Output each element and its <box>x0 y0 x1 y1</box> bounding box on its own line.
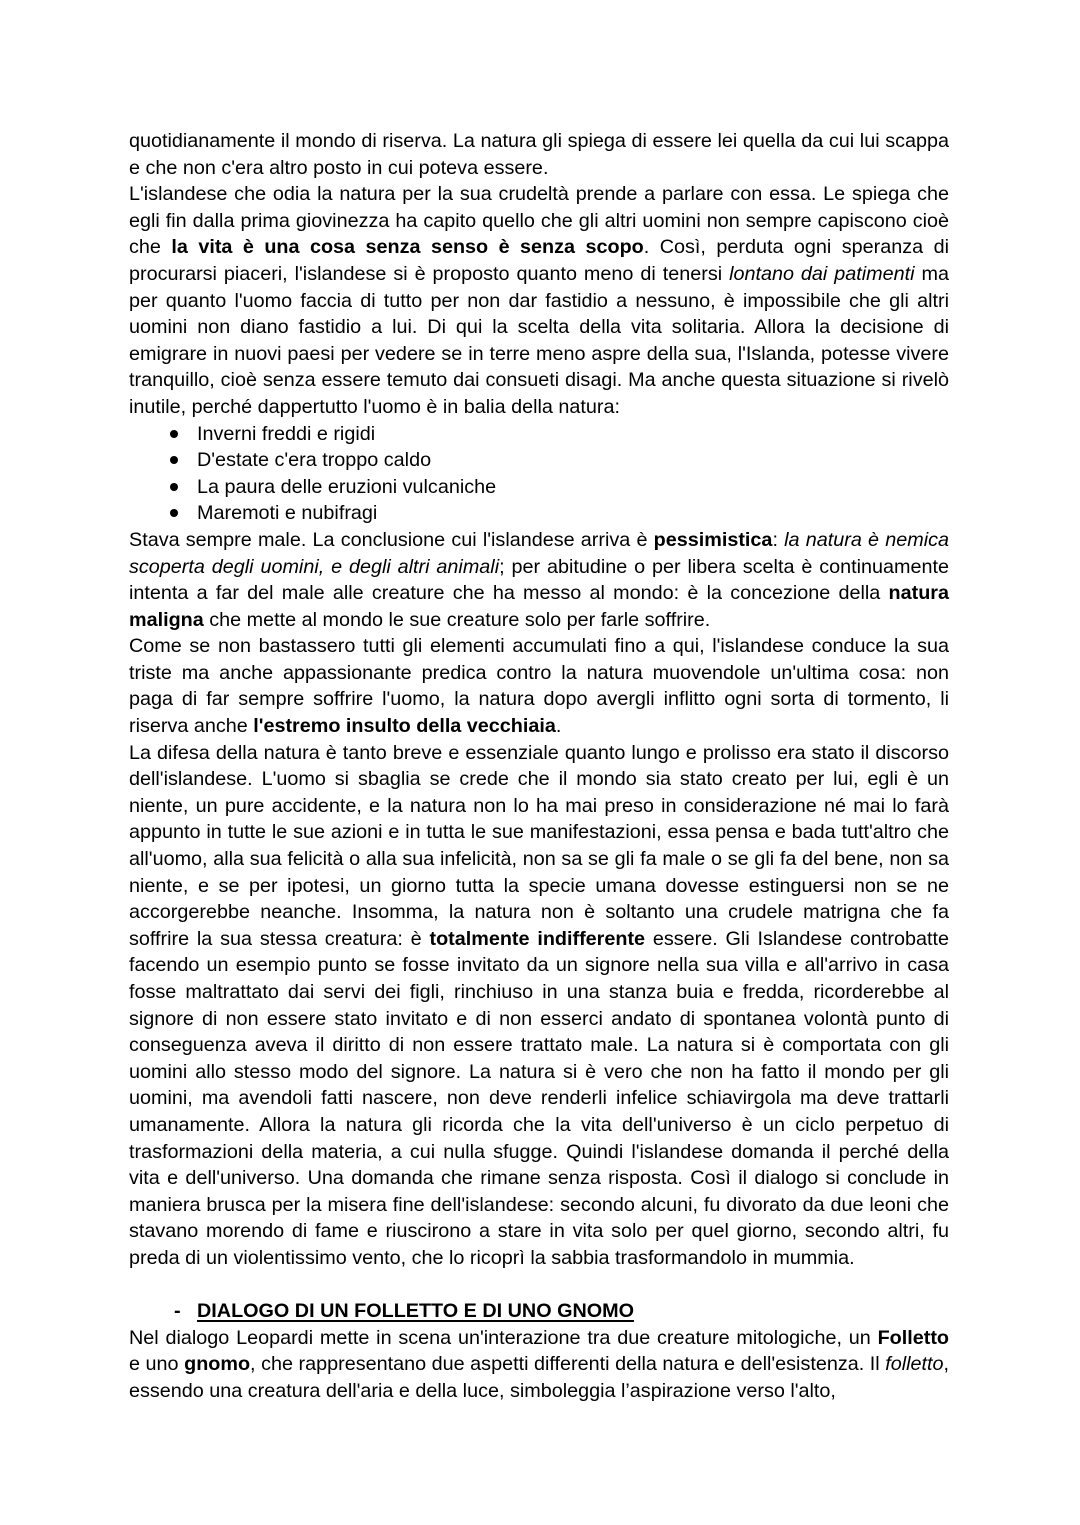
heading-title: DIALOGO DI UN FOLLETTO E DI UNO GNOMO <box>197 1300 635 1323</box>
text-segment: quotidianamente il mondo di riserva. La natura gli spiega di essere lei quella da cui lui scappa e che non c'era altro posto in cui poteva essere. <box>129 130 949 179</box>
text-segment: L'islandese che odia la natura per la sua crudeltà prende a parlare con essa. Le spiega che egli fin dalla prima giovinezza ha capito quello che gli altri uomini non sempre capiscono cioè che <box>129 183 949 259</box>
paragraph <box>129 181 949 420</box>
text-segment: pessimistica <box>653 528 773 551</box>
text-segment: totalmente indifferente <box>429 927 646 950</box>
text-segment: . Così, perduta ogni speranza di procurarsi piaceri, l'islandese si è proposto quanto meno di tenersi <box>129 236 950 285</box>
heading-dash: - <box>174 1300 181 1323</box>
text-segment: e uno <box>129 1353 185 1376</box>
bullet-item <box>129 474 949 501</box>
text-segment: Come se non bastassero tutti gli elementi accumulati fino a qui, l'islandese conduce la sua triste ma anche appassionante predica contro la natura muovendole un'ultima cosa: non paga di far sempre soffrire l'uomo, la natura dopo avergli inflitto ogni sorta di tormento, li riserva anche <box>129 635 949 738</box>
text-segment: , che rappresentano due aspetti differenti della natura e dell'esistenza. Il <box>250 1353 886 1376</box>
text-segment: Nel dialogo Leopardi mette in scena un'interazione tra due creature mitologiche, un <box>129 1326 878 1349</box>
bullet-item-text: Inverni freddi e rigidi <box>197 422 376 445</box>
text-segment: Folletto <box>877 1326 949 1349</box>
text-segment: la vita è una cosa senza senso è senza scopo <box>171 236 644 259</box>
text-segment: ma per quanto l'uomo faccia di tutto per non dar fastidio a nessuno, è impossibile che gli altri uomini non diano fastidio a lui. Di qui la scelta della vita solitaria. Allora la decisione di emigrare in nuovi paesi per vedere se in terre meno aspre della sua, l'Islanda, potesse vivere tranquillo, cioè senza essere temuto dai consueti disagi. Ma anche questa situazione si rivelò inutile, perché dappertutto l'uomo è in balia della natura: <box>129 262 949 418</box>
bullet-item <box>129 447 949 474</box>
bullet-dot-icon <box>170 430 178 438</box>
paragraph <box>129 740 949 1272</box>
paragraph <box>129 128 949 181</box>
paragraph <box>129 633 949 739</box>
section-heading <box>129 1298 949 1325</box>
paragraph <box>129 1325 949 1405</box>
bullet-item-text: D'estate c'era troppo caldo <box>197 449 432 472</box>
text-segment: che mette al mondo le sue creature solo per farle soffrire. <box>203 608 711 631</box>
bullet-item <box>129 421 949 448</box>
bullet-dot-icon <box>170 483 178 491</box>
bullet-item-text: La paura delle eruzioni vulcaniche <box>197 475 497 498</box>
blank-line <box>129 1272 949 1299</box>
text-segment: , essendo una creatura dell'aria e della luce, simboleggia l’aspirazione verso l'alto, <box>129 1353 950 1402</box>
bullet-list <box>129 421 949 527</box>
text-segment: : <box>772 528 785 551</box>
text-segment: La difesa della natura è tanto breve e essenziale quanto lungo e prolisso era stato il discorso dell'islandese. L'uomo si sbaglia se crede che il mondo sia stato creato per lui, egli è un niente, un pure accidente, e la natura non lo ha mai preso in considerazione né mai lo farà appunto in tutte le sue azioni e in tutta le sue manifestazioni, essa pensa e bada tutt'altro che all'uomo, alla sua felicità o alla sua infelicità, non sa se gli fa male o se gli fa del bene, non sa niente, e se per ipotesi, un giorno tutta la specie umana dovesse estinguersi non se ne accorgerebbe neanche. Insomma, la natura non è soltanto una crudele matrigna che fa soffrire la sua stessa creatura: è <box>129 741 949 950</box>
text-segment: . <box>555 715 562 738</box>
bullet-item <box>129 500 949 527</box>
bullet-item-text: Maremoti e nubifragi <box>197 502 378 525</box>
paragraph <box>129 527 949 633</box>
text-segment: natura maligna <box>129 582 949 631</box>
text-segment: l'estremo insulto della vecchiaia <box>253 715 556 738</box>
text-segment: essere. Gli Islandese controbatte facendo un esempio punto se fosse invitato da un signore nella sua villa e all'arrivo in casa fosse maltrattato dai servi dei figli, rinchiuso in una stanza buia e fredda, ricorderebbe al signore di non essere stato invitato e di non esserci andato di spontanea volontà punto di conseguenza aveva il diritto di non essere trattato male. La natura si è comportata con gli uomini allo stesso modo del signore. La natura si è vero che non ha fatto il mondo per gli uomini, ma avendoli fatti nascere, non deve renderli infelice schiavirgola ma deve trattarli umanamente. Allora la natura gli ricorda che la vita dell'universo è un ciclo perpetuo di trasformazioni della materia, a cui nulla sfugge. Quindi l'islandese domanda il perché della vita e dell'universo. Una domanda che rimane senza risposta. Così il dialogo si conclude in maniera brusca per la misera fine dell'islandese: secondo alcuni, fu divorato da due leoni che stavano morendo di fame e riuscirono a stare in vita solo per quel giorno, secondo altri, fu preda di un violentissimo vento, che lo ricoprì la sabbia trasformandolo in mummia. <box>129 927 949 1269</box>
text-segment: ; per abitudine o per libera scelta è continuamente intenta a far del male alle creature che ha messo al mondo: è la concezione della <box>129 555 949 605</box>
text-segment: Stava sempre male. La conclusione cui l'islandese arriva è <box>129 528 654 551</box>
text-segment: lontano dai patimenti <box>729 262 915 285</box>
text-segment: folletto <box>885 1353 944 1376</box>
bullet-dot-icon <box>170 509 178 517</box>
bullet-dot-icon <box>170 456 178 464</box>
text-segment: la natura è nemica scoperta degli uomini, e degli altri animali <box>129 528 949 578</box>
text-segment: gnomo <box>184 1353 251 1376</box>
document-content <box>129 128 949 1405</box>
